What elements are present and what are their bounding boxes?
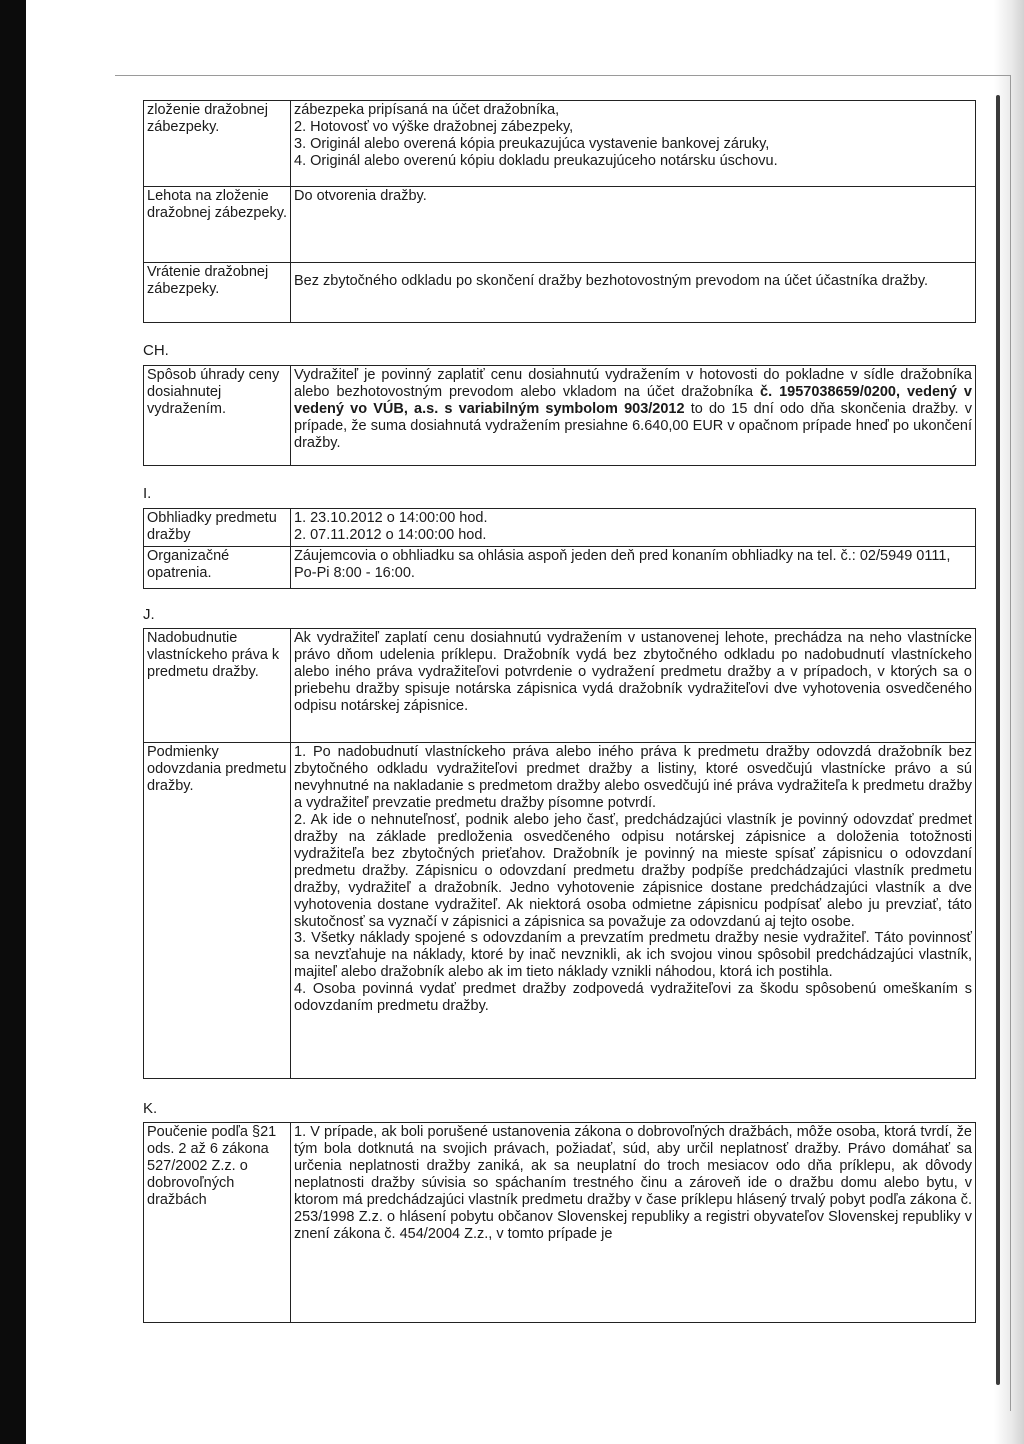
inspection-date: 1. 23.10.2012 o 14:00:00 hod.	[294, 510, 488, 526]
notice-value: 1. V prípade, ak boli porušené ustanovenia zákona o dobrovoľných dražbách, môže osoba, ktorá tvrdí, že tým bola dotknutá na svojich právach, požiadať, súd, aby určil neplatnosť dražby. Právo domáhať sa určenia neplatnosti dražby zaniká, ak sa neuplatní do troch mesiacov odo dňa príklepu, ak dôvody neplatnosti dražby súvisia so spáchaním trestného činu a zároveň ide o dražbu domu alebo bytu, v ktorom má predchádzajúci vlastník predmetu dražby v čase príklepu hlásený trvalý pobyt podľa zákona č. 253/1998 Z.z. o hlásení pobytu občanov Slovenskej republiky a registri obyvateľov Slovenskej republiky v znení zákona č. 454/2004 Z.z., v tomto prípade je	[291, 1123, 976, 1323]
deadline-value: Do otvorenia dražby.	[291, 187, 976, 263]
refund-label: Vrátenie dražobnej zábezpeky.	[144, 263, 291, 323]
section-heading-k: K.	[143, 1100, 158, 1117]
deadline-label: Lehota na zloženie dražobnej zábezpeky.	[144, 187, 291, 263]
handover-item: 3. Všetky náklady spojené s odovzdaním a prevzatím predmetu dražby nesie vydražiteľ. Táto povinnosť sa nevzťahuje na náklady, ktoré by inač nevznikli, ak ich svojou vinou spôsobil predchádzajúci vlastník, majiteľ alebo dražobník alebo ak im tieto náklady vznikli náhodou, ktorá ich postihla.	[294, 930, 972, 981]
handover-label: Podmienky odovzdania predmetu dražby.	[144, 743, 291, 1079]
notice-table	[143, 1122, 976, 1323]
section-heading-j: J.	[143, 606, 155, 623]
ownership-table	[143, 628, 976, 1079]
notice-label: Poučenie podľa §21 ods. 2 až 6 zákona 527/2002 Z.z. o dobrovoľných dražbách	[144, 1123, 291, 1323]
payment-account: č. 1957038659/0200, vedený v vedený vo VÚB, a.s. s variabilným symbolom 903/2012	[294, 383, 972, 417]
organization-value: Záujemcovia o obhliadku sa ohlásia aspoň jeden deň pred konaním obhliadky na tel. č.: 02/5949 0111, Po-Pi 8:00 - 16:00.	[291, 547, 976, 589]
scan-left-edge	[0, 0, 26, 1444]
deposit-line: zábezpeka pripísaná na účet dražobníka,	[294, 102, 560, 118]
deposit-line: 4. Originál alebo overenú kópiu dokladu preukazujúceho notársku úschovu.	[294, 152, 778, 169]
payment-value	[291, 366, 976, 466]
payment-label: Spôsob úhrady ceny dosiahnutej vydražením.	[144, 366, 291, 466]
deposit-line: 2. Hotovosť vo výške dražobnej zábezpeky,	[294, 118, 574, 135]
section-heading-ch: CH.	[143, 342, 169, 359]
deposit-table	[143, 100, 976, 323]
ownership-value: Ak vydražiteľ zaplatí cenu dosiahnutú vydražením v ustanovenej lehote, prechádza na neho vlastnícke právo dňom udelenia príklepu. Dražobník vydá bez zbytočného odkladu po nadobudnutí vlastníckeho alebo iného práva vydražiteľovi potvrdenie o vydražení predmetu dražby a v prípadoch, v ktorých sa o priebehu dražby spisuje notárska zápisnica vydá dražobník vydražiteľovi dve vyhotovenia osvedčeného odpisu notárskej zápisnice.	[291, 629, 976, 743]
inspection-date: 2. 07.11.2012 o 14:00:00 hod.	[294, 526, 487, 543]
refund-value: Bez zbytočného odkladu po skončení dražby bezhotovostným prevodom na účet účastníka dražby.	[291, 263, 976, 323]
handover-item: 2. Ak ide o nehnuteľnosť, podnik alebo jeho časť, predchádzajúci vlastník je povinný odovzdať predmet dražby na základe predloženia osvedčeného odpisu notárskej zápisnice a doloženia totožnosti vydražiteľa bez zbytočných prieťahov. Dražobník je povinný na mieste spísať zápisnicu o odovzdaní predmetu dražby. Zápisnicu o odovzdaní predmetu dražby podpíše predchádzajúci vlastník predmetu dražby, vydražiteľ a dražobník. Jedno vyhotovenie zápisnice dostane predchádzajúci vlastník a dve vyhotovenia dostane vydražiteľ. Ak niektorá osoba odmietne zápisnicu podpísať alebo ju prevziať, táto skutočnosť sa vyznačí v zápisnici a zápisnica sa považuje za odovzdanú aj tejto osobe.	[294, 811, 972, 930]
organization-label: Organizačné opatrenia.	[144, 547, 291, 589]
handover-conditions	[291, 743, 976, 1079]
payment-table	[143, 365, 976, 466]
deposit-label: zloženie dražobnej zábezpeky.	[144, 101, 291, 187]
ownership-label: Nadobudnutie vlastníckeho práva k predmetu dražby.	[144, 629, 291, 743]
deposit-line: 3. Originál alebo overená kópia preukazujúca vystavenie bankovej záruky,	[294, 135, 770, 152]
deposit-methods	[291, 101, 976, 187]
section-heading-i: I.	[143, 485, 152, 502]
inspection-dates	[291, 509, 976, 547]
payment-text: Vydražiteľ je povinný zaplatiť cenu dosiahnutú vydražením v hotovosti do pokladne v sídle dražobníka alebo bezhotovostným prevodom alebo vkladom na účet dražobníka	[294, 367, 972, 400]
inspection-label: Obhliadky predmetu dražby	[144, 509, 291, 547]
handover-item: 4. Osoba povinná vydať predmet dražby zodpovedá vydražiteľovi za škodu spôsobenú omeškaním s odovzdaním predmetu dražby.	[294, 981, 972, 1015]
handover-item: 1. Po nadobudnutí vlastníckeho práva alebo iného práva k predmetu dražby odovzdá dražobník bez zbytočného odkladu vydražiteľovi predmet dražby a listiny, ktoré osvedčujú vlastnícke právo a sú nevyhnutné na nakladanie s predmetom dražby alebo osvedčujú iné práva vydražiteľa k predmetu dražby a vydražiteľ prevzatie predmetu dražby písomne potvrdí.	[294, 744, 972, 811]
payment-text-cont: to do 15 dní odo dňa skončenia dražby. v prípade, že suma dosiahnutá vydražením presiahne 6.640,00 EUR v opačnom prípade hneď po ukončení dražby.	[294, 400, 972, 451]
inspection-table	[143, 508, 976, 589]
